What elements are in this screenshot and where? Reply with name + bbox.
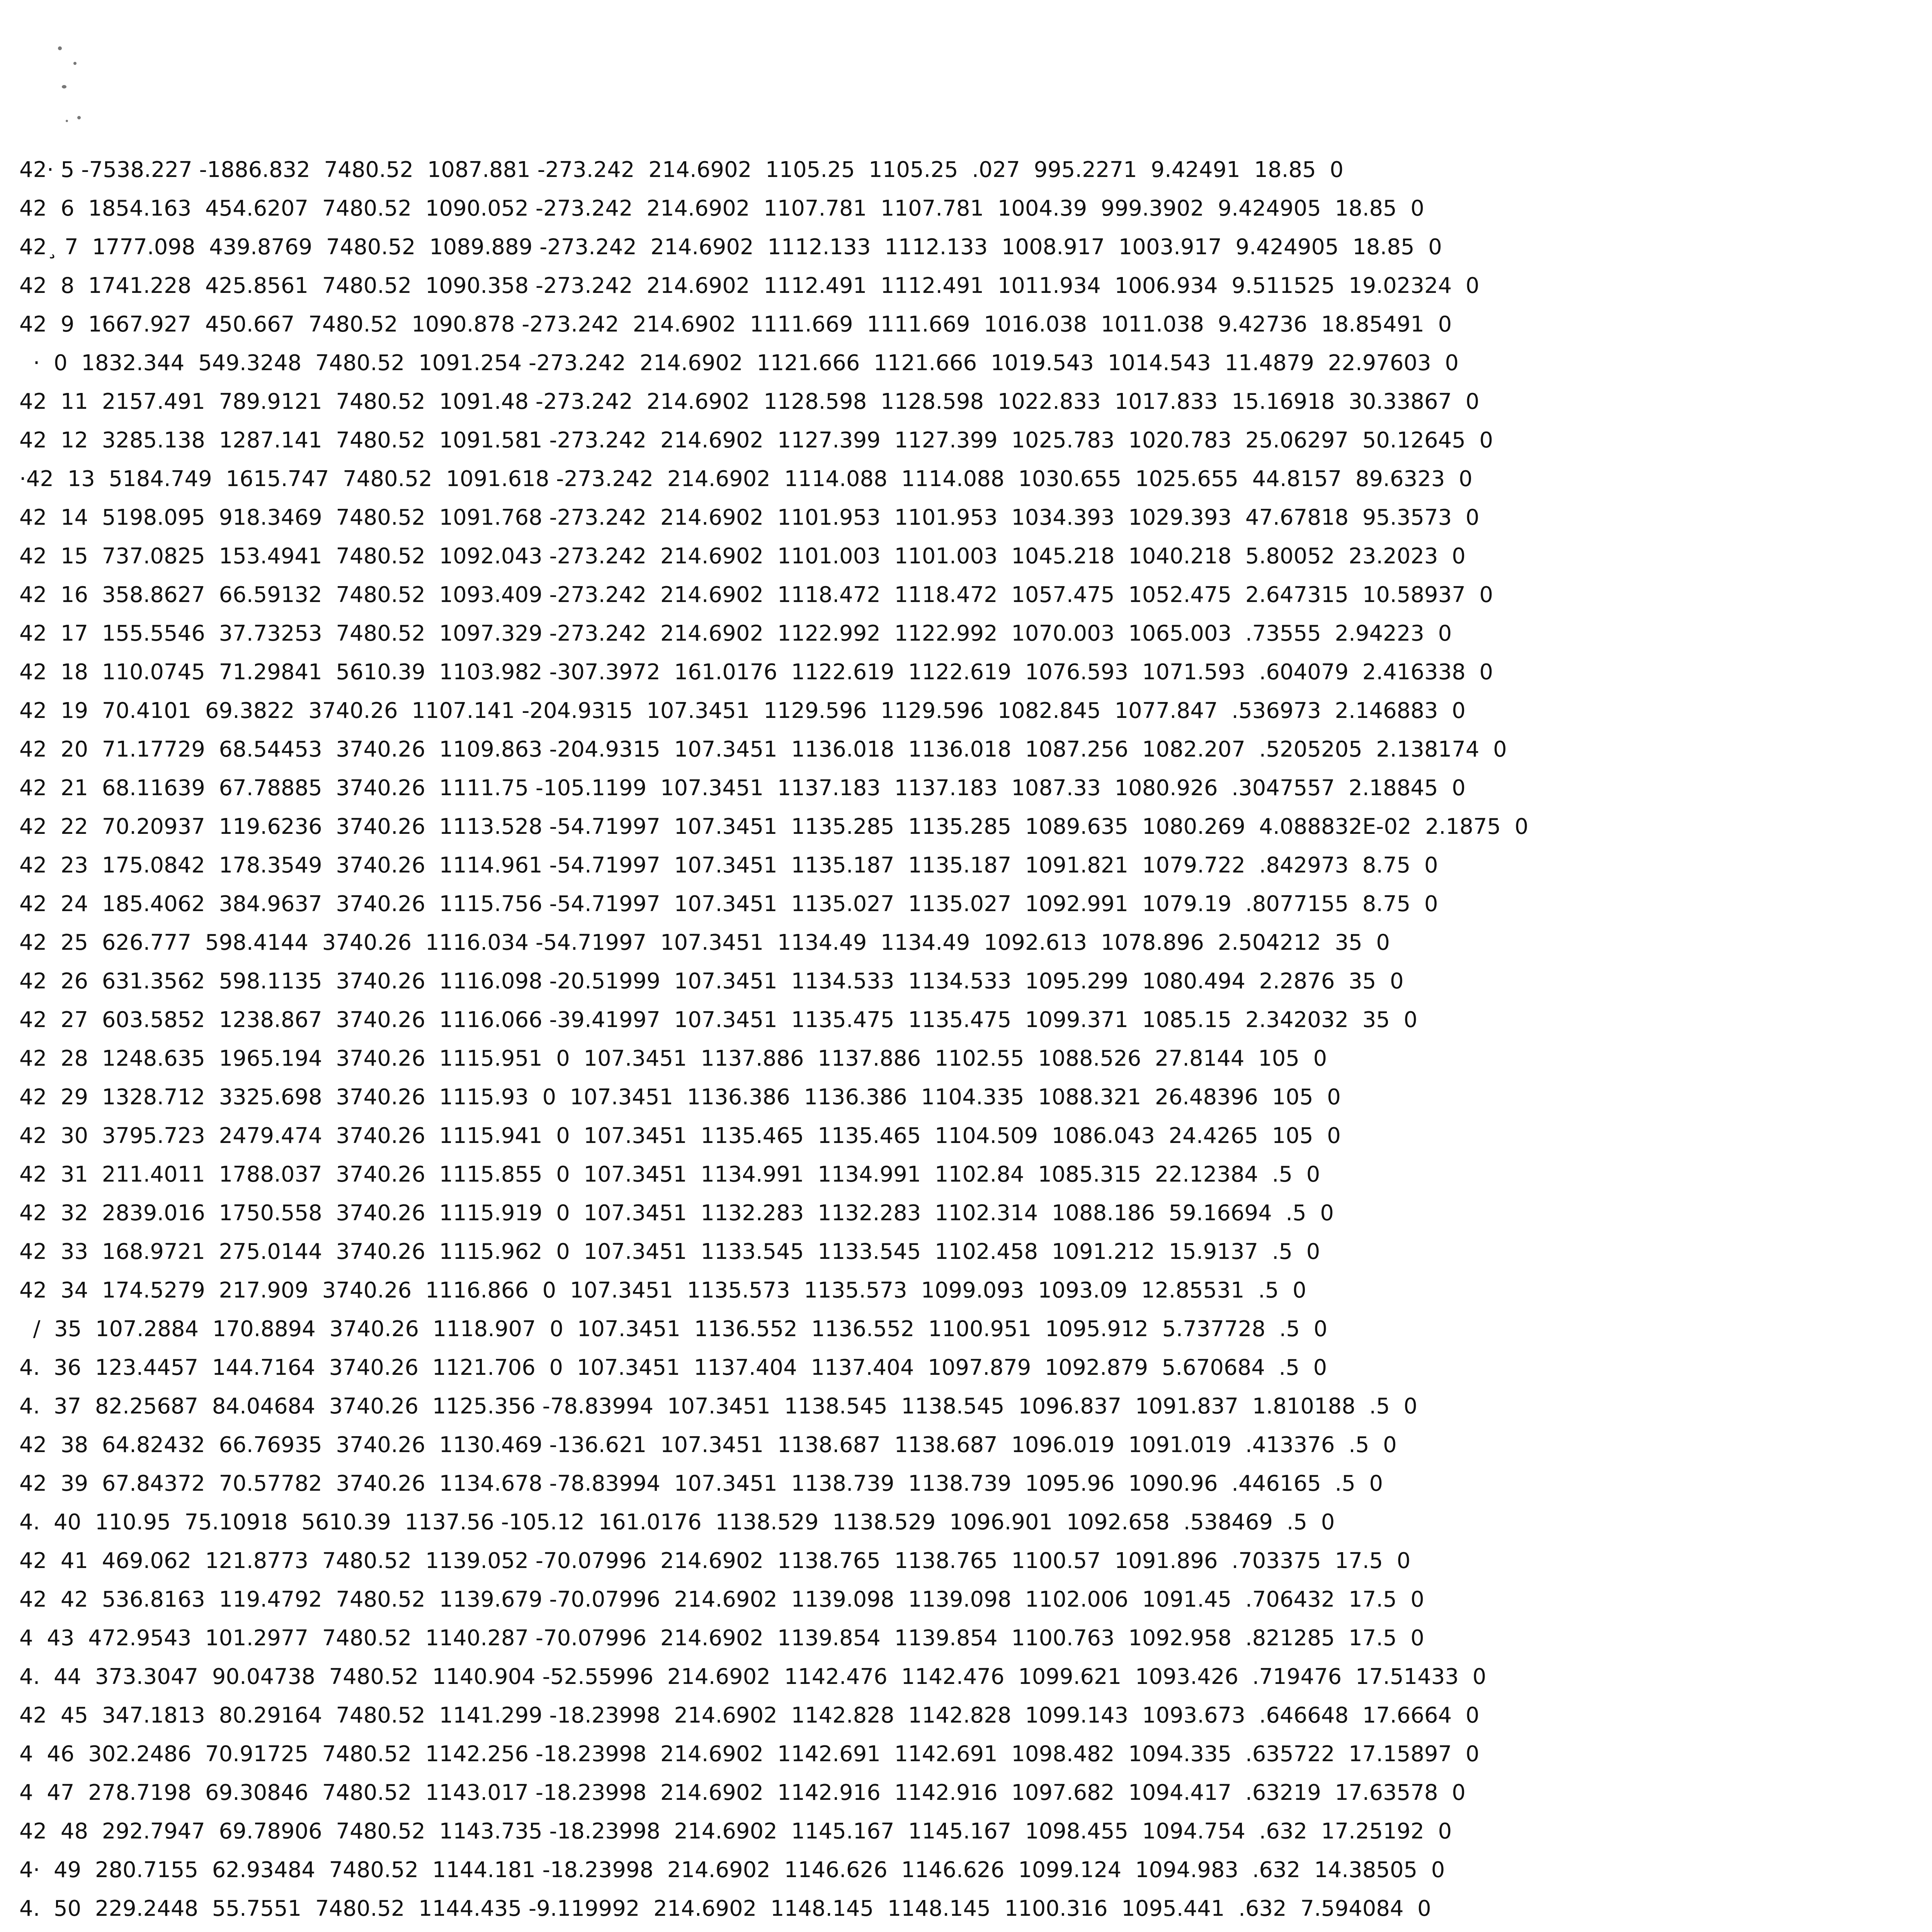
data-row: 4 46 302.2486 70.91725 7480.52 1142.256 -18.23998 214.6902 1142.691 1142.691 1098.482 1094.335 .635722 17.15897 0	[19, 1742, 1480, 1767]
data-row: 42 31 211.4011 1788.037 3740.26 1115.855 0 107.3451 1134.991 1134.991 1102.84 1085.315 22.12384 .5 0	[19, 1162, 1320, 1187]
data-row: 4. 40 110.95 75.10918 5610.39 1137.56 -105.12 161.0176 1138.529 1138.529 1096.901 1092.658 .538469 .5 0	[19, 1510, 1335, 1535]
scan-speck	[73, 62, 77, 65]
data-row: 42 24 185.4062 384.9637 3740.26 1115.756 -54.71997 107.3451 1135.027 1135.027 1092.991 1079.19 .8077155 8.75 0	[19, 891, 1438, 917]
data-row: 4 43 472.9543 101.2977 7480.52 1140.287 -70.07996 214.6902 1139.854 1139.854 1100.763 1092.958 .821285 17.5 0	[19, 1626, 1425, 1651]
data-row: 42 6 1854.163 454.6207 7480.52 1090.052 -273.242 214.6902 1107.781 1107.781 1004.39 999.3902 9.424905 18.85 0	[19, 196, 1425, 221]
data-row: 42 23 175.0842 178.3549 3740.26 1114.961 -54.71997 107.3451 1135.187 1135.187 1091.821 1079.722 .842973 8.75 0	[19, 853, 1438, 878]
data-row: 42 28 1248.635 1965.194 3740.26 1115.951 0 107.3451 1137.886 1137.886 1102.55 1088.526 27.8144 105 0	[19, 1046, 1327, 1071]
data-row: 42 30 3795.723 2479.474 3740.26 1115.941 0 107.3451 1135.465 1135.465 1104.509 1086.043 24.4265 105 0	[19, 1123, 1341, 1148]
data-row: 42 21 68.11639 67.78885 3740.26 1111.75 -105.1199 107.3451 1137.183 1137.183 1087.33 1080.926 .3047557 2.18845 0	[19, 776, 1466, 801]
data-row: 4. 37 82.25687 84.04684 3740.26 1125.356 -78.83994 107.3451 1138.545 1138.545 1096.837 1091.837 1.810188 .5 0	[19, 1394, 1418, 1419]
data-row: / 35 107.2884 170.8894 3740.26 1118.907 0 107.3451 1136.552 1136.552 1100.951 1095.912 5.737728 .5 0	[19, 1316, 1328, 1342]
scan-speck	[66, 120, 68, 122]
data-row: 42 33 168.9721 275.0144 3740.26 1115.962 0 107.3451 1133.545 1133.545 1102.458 1091.212 15.9137 .5 0	[19, 1239, 1320, 1264]
data-row: 42 45 347.1813 80.29164 7480.52 1141.299 -18.23998 214.6902 1142.828 1142.828 1099.143 1093.673 .646648 17.6664 0	[19, 1703, 1480, 1728]
data-row: 42 9 1667.927 450.667 7480.52 1090.878 -273.242 214.6902 1111.669 1111.669 1016.038 1011.038 9.42736 18.85491 0	[19, 312, 1452, 337]
data-row: 42 8 1741.228 425.8561 7480.52 1090.358 -273.242 214.6902 1112.491 1112.491 1011.934 1006.934 9.511525 19.02324 0	[19, 273, 1480, 298]
data-row: · 0 1832.344 549.3248 7480.52 1091.254 -273.242 214.6902 1121.666 1121.666 1019.543 1014.543 11.4879 22.97603 0	[19, 350, 1459, 376]
data-row: 42 14 5198.095 918.3469 7480.52 1091.768 -273.242 214.6902 1101.953 1101.953 1034.393 1029.393 47.67818 95.3573 0	[19, 505, 1480, 530]
data-row: 42 48 292.7947 69.78906 7480.52 1143.735 -18.23998 214.6902 1145.167 1145.167 1098.455 1094.754 .632 17.25192 0	[19, 1819, 1452, 1844]
scan-speck	[58, 46, 62, 50]
data-row: 42 32 2839.016 1750.558 3740.26 1115.919 0 107.3451 1132.283 1132.283 1102.314 1088.186 59.16694 .5 0	[19, 1201, 1334, 1226]
data-row: 42 18 110.0745 71.29841 5610.39 1103.982 -307.3972 161.0176 1122.619 1122.619 1076.593 1071.593 .604079 2.416338 0	[19, 660, 1493, 685]
data-row: 42 29 1328.712 3325.698 3740.26 1115.93 0 107.3451 1136.386 1136.386 1104.335 1088.321 26.48396 105 0	[19, 1085, 1341, 1110]
data-row: 4. 44 373.3047 90.04738 7480.52 1140.904 -52.55996 214.6902 1142.476 1142.476 1099.621 1093.426 .719476 17.51433 0	[19, 1664, 1486, 1689]
data-row: 42 26 631.3562 598.1135 3740.26 1116.098 -20.51999 107.3451 1134.533 1134.533 1095.299 1080.494 2.2876 35 0	[19, 969, 1404, 994]
data-row: 42 42 536.8163 119.4792 7480.52 1139.679 -70.07996 214.6902 1139.098 1139.098 1102.006 1091.45 .706432 17.5 0	[19, 1587, 1425, 1612]
data-row: ·42 13 5184.749 1615.747 7480.52 1091.618 -273.242 214.6902 1114.088 1114.088 1030.655 1025.655 44.8157 89.6323 0	[19, 466, 1473, 492]
data-row: 42 15 737.0825 153.4941 7480.52 1092.043 -273.242 214.6902 1101.003 1101.003 1045.218 1040.218 5.80052 23.2023 0	[19, 544, 1466, 569]
data-row: 42 22 70.20937 119.6236 3740.26 1113.528 -54.71997 107.3451 1135.285 1135.285 1089.635 1080.269 4.088832E-02 2.1875 0	[19, 814, 1529, 839]
data-row: 42 11 2157.491 789.9121 7480.52 1091.48 -273.242 214.6902 1128.598 1128.598 1022.833 1017.833 15.16918 30.33867 0	[19, 389, 1480, 414]
data-row: 4. 50 229.2448 55.7551 7480.52 1144.435 -9.119992 214.6902 1148.145 1148.145 1100.316 1095.441 .632 7.594084 0	[19, 1896, 1431, 1921]
data-row: 42 25 626.777 598.4144 3740.26 1116.034 -54.71997 107.3451 1134.49 1134.49 1092.613 1078.896 2.504212 35 0	[19, 930, 1390, 955]
data-row	[19, 1928, 1397, 1932]
data-row: 42 38 64.82432 66.76935 3740.26 1130.469 -136.621 107.3451 1138.687 1138.687 1096.019 1091.019 .413376 .5 0	[19, 1432, 1397, 1458]
data-row: 42 19 70.4101 69.3822 3740.26 1107.141 -204.9315 107.3451 1129.596 1129.596 1082.845 1077.847 .536973 2.146883 0	[19, 698, 1466, 723]
data-row: 42 39 67.84372 70.57782 3740.26 1134.678 -78.83994 107.3451 1138.739 1138.739 1095.96 1090.96 .446165 .5 0	[19, 1471, 1383, 1496]
data-row: 42· 5 -7538.227 -1886.832 7480.52 1087.881 -273.242 214.6902 1105.25 1105.25 .027 995.2271 9.42491 18.85 0	[19, 157, 1344, 182]
data-row: 4. 36 123.4457 144.7164 3740.26 1121.706 0 107.3451 1137.404 1137.404 1097.879 1092.879 5.670684 .5 0	[19, 1355, 1327, 1380]
data-row: 42¸ 7 1777.098 439.8769 7480.52 1089.889 -273.242 214.6902 1112.133 1112.133 1008.917 1003.917 9.424905 18.85 0	[19, 235, 1442, 260]
data-row: 4· 49 280.7155 62.93484 7480.52 1144.181 -18.23998 214.6902 1146.626 1146.626 1099.124 1094.983 .632 14.38505 0	[19, 1857, 1445, 1883]
data-row: 42 41 469.062 121.8773 7480.52 1139.052 -70.07996 214.6902 1138.765 1138.765 1100.57 1091.896 .703375 17.5 0	[19, 1548, 1411, 1573]
data-row: 4 47 278.7198 69.30846 7480.52 1143.017 -18.23998 214.6902 1142.916 1142.916 1097.682 1094.417 .63219 17.63578 0	[19, 1780, 1466, 1805]
data-row: 42 20 71.17729 68.54453 3740.26 1109.863 -204.9315 107.3451 1136.018 1136.018 1087.256 1082.207 .5205205 2.138174 0	[19, 737, 1507, 762]
data-row: 42 34 174.5279 217.909 3740.26 1116.866 0 107.3451 1135.573 1135.573 1099.093 1093.09 12.85531 .5 0	[19, 1278, 1306, 1303]
data-row: 42 27 603.5852 1238.867 3740.26 1116.066 -39.41997 107.3451 1135.475 1135.475 1099.371 1085.15 2.342032 35 0	[19, 1007, 1418, 1032]
data-row: 42 12 3285.138 1287.141 7480.52 1091.581 -273.242 214.6902 1127.399 1127.399 1025.783 1020.783 25.06297 50.12645 0	[19, 428, 1493, 453]
scan-speck	[77, 116, 81, 119]
data-row: 42 17 155.5546 37.73253 7480.52 1097.329 -273.242 214.6902 1122.992 1122.992 1070.003 1065.003 .73555 2.94223 0	[19, 621, 1452, 646]
scan-speck	[62, 85, 66, 88]
data-row: 42 16 358.8627 66.59132 7480.52 1093.409 -273.242 214.6902 1118.472 1118.472 1057.475 1052.475 2.647315 10.58937 0	[19, 582, 1493, 607]
